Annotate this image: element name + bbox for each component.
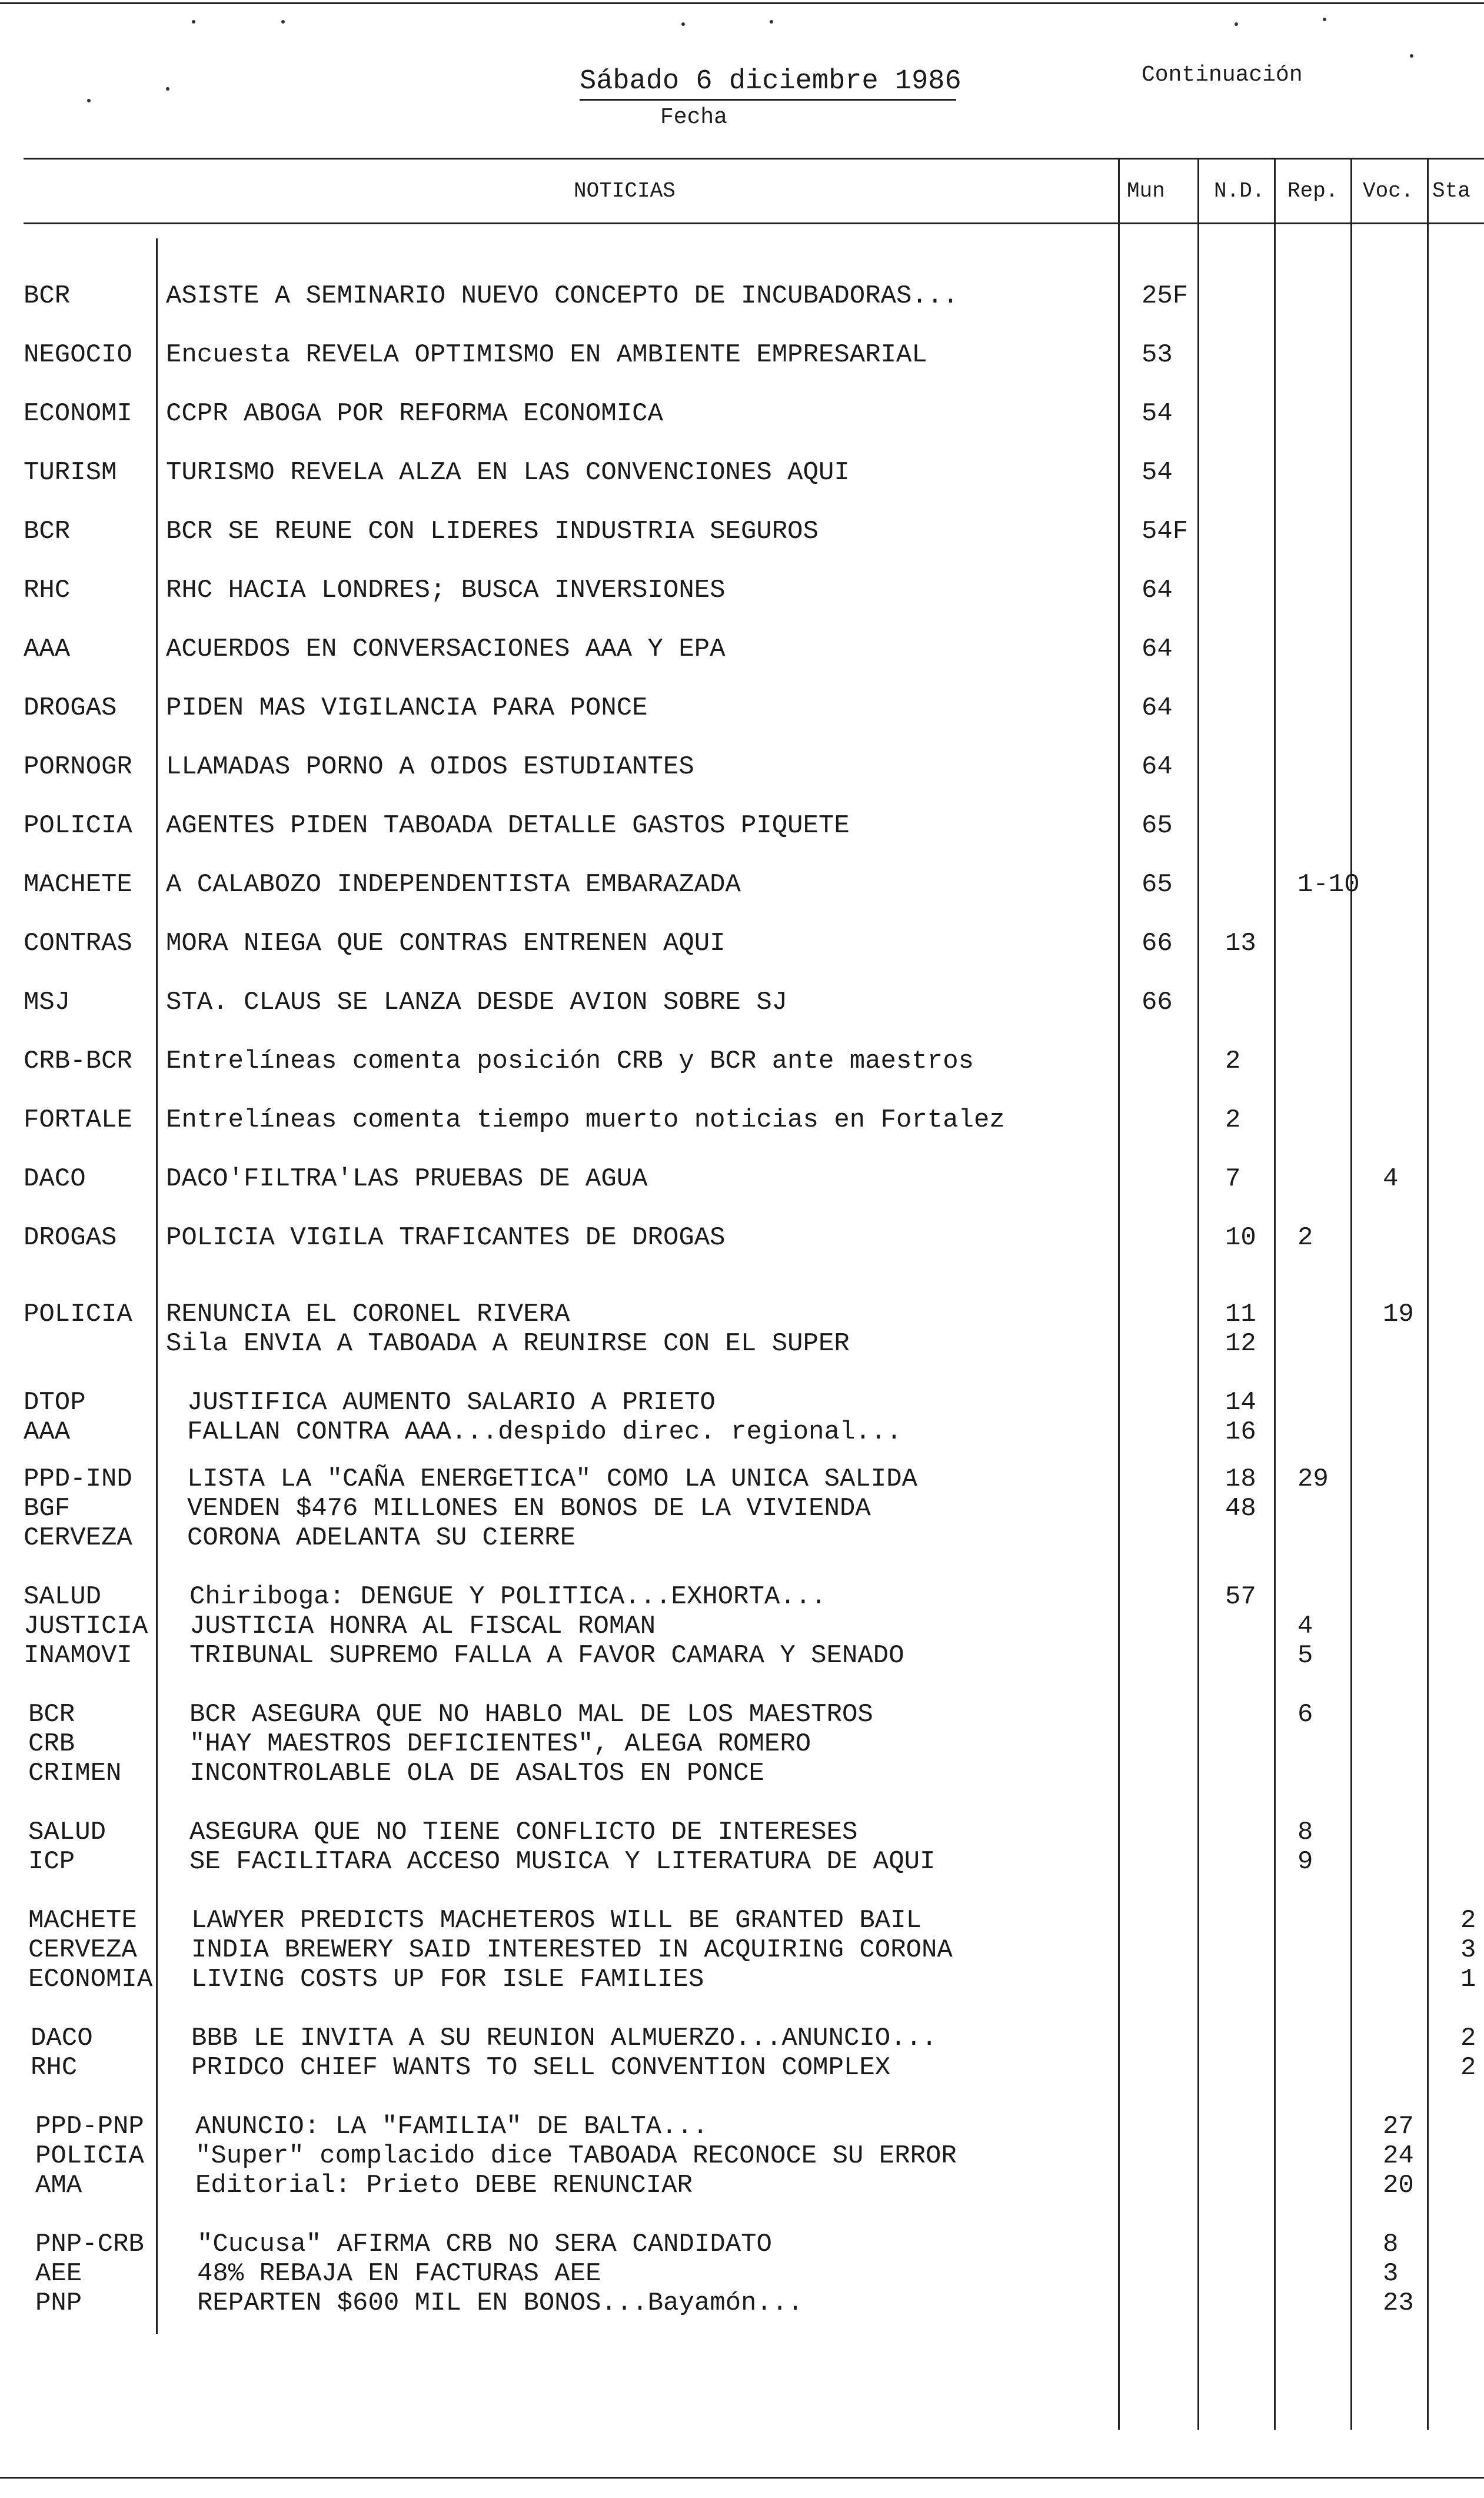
row-sta-value: 1: [1460, 1965, 1476, 1994]
row-sta-value: 2: [1460, 2024, 1476, 2053]
row-headline: ASEGURA QUE NO TIENE CONFLICTO DE INTERESES: [189, 1818, 858, 1847]
col-header-mun: Mun: [1127, 179, 1165, 203]
row-category: POLICIA: [24, 1300, 132, 1329]
row-nd-value: 13: [1225, 929, 1256, 958]
row-mun-value: 65: [1142, 870, 1173, 899]
row-mun-value: 66: [1142, 988, 1173, 1017]
row-mun-value: 64: [1142, 693, 1173, 723]
row-category: CRIMEN: [28, 1759, 122, 1788]
row-headline: Entrelíneas comenta tiempo muerto noticias en Fortalez: [166, 1105, 1005, 1135]
row-nd-value: 16: [1225, 1417, 1256, 1447]
sta-divider: [1427, 158, 1429, 2430]
col-header-voc: Voc.: [1363, 179, 1414, 203]
row-headline: JUSTIFICA AUMENTO SALARIO A PRIETO: [187, 1388, 716, 1417]
row-category: SALUD: [28, 1818, 107, 1847]
row-headline: STA. CLAUS SE LANZA DESDE AVION SOBRE SJ: [166, 988, 788, 1017]
speck: [770, 20, 773, 24]
row-mun-value: 64: [1142, 752, 1173, 782]
row-voc-value: 3: [1383, 2259, 1399, 2288]
row-headline: "Super" complacido dice TABOADA RECONOCE SU ERROR: [195, 2141, 957, 2171]
row-headline: INDIA BREWERY SAID INTERESTED IN ACQUIRING CORONA: [191, 1935, 953, 1965]
row-headline: Encuesta REVELA OPTIMISMO EN AMBIENTE EMPRESARIAL: [166, 340, 927, 370]
row-category: CERVEZA: [28, 1935, 137, 1965]
row-headline: BCR ASEGURA QUE NO HABLO MAL DE LOS MAESTROS: [189, 1700, 873, 1729]
row-headline: DACO'FILTRA'LAS PRUEBAS DE AGUA: [166, 1164, 648, 1194]
row-category: DTOP: [24, 1388, 86, 1417]
row-category: BCR: [28, 1700, 75, 1729]
speck: [1410, 54, 1413, 58]
row-headline: BCR SE REUNE CON LIDERES INDUSTRIA SEGUROS: [166, 517, 818, 546]
row-nd-value: 48: [1225, 1494, 1256, 1523]
row-category: BCR: [24, 517, 71, 546]
row-rep-value: 29: [1297, 1464, 1329, 1494]
row-headline: "Cucusa" AFIRMA CRB NO SERA CANDIDATO: [197, 2230, 772, 2259]
row-mun-value: 64: [1142, 576, 1173, 605]
row-category: AMA: [35, 2171, 82, 2200]
row-category: PNP-CRB: [35, 2230, 144, 2259]
row-voc-value: 19: [1383, 1300, 1414, 1329]
row-category: POLICIA: [35, 2141, 144, 2171]
row-category: DACO: [31, 2024, 93, 2053]
row-category: MSJ: [24, 988, 71, 1017]
row-rep-value: 8: [1297, 1818, 1313, 1847]
speck: [166, 87, 169, 91]
row-rep-value: 1-10: [1297, 870, 1360, 899]
row-category: PPD-IND: [24, 1464, 132, 1494]
row-headline: ANUNCIO: LA "FAMILIA" DE BALTA...: [195, 2112, 708, 2141]
row-nd-value: 2: [1225, 1105, 1241, 1135]
row-category: DROGAS: [24, 1223, 117, 1253]
row-category: CONTRAS: [24, 929, 132, 958]
category-divider: [156, 238, 158, 2334]
row-headline: Entrelíneas comenta posición CRB y BCR ante maestros: [166, 1047, 974, 1076]
row-category: AAA: [24, 1417, 71, 1447]
row-rep-value: 6: [1297, 1700, 1313, 1729]
row-voc-value: 20: [1383, 2171, 1414, 2200]
row-category: MACHETE: [28, 1906, 137, 1935]
row-nd-value: 10: [1225, 1223, 1256, 1253]
row-headline: Editorial: Prieto DEBE RENUNCIAR: [195, 2171, 693, 2200]
row-mun-value: 53: [1142, 340, 1173, 370]
row-headline: Sila ENVIA A TABOADA A REUNIRSE CON EL SUPER: [166, 1329, 850, 1358]
row-headline: FALLAN CONTRA AAA...despido direc. regional...: [187, 1417, 902, 1447]
row-headline: LLAMADAS PORNO A OIDOS ESTUDIANTES: [166, 752, 694, 782]
mun-divider: [1118, 158, 1120, 2430]
top-border: [0, 2, 1484, 4]
row-sta-value: 2: [1460, 1906, 1476, 1935]
date-underline: [580, 99, 956, 101]
row-mun-value: 54: [1142, 458, 1173, 487]
table-top-line: [24, 158, 1484, 160]
voc-divider: [1350, 158, 1352, 2430]
row-category: CERVEZA: [24, 1523, 132, 1553]
speck: [281, 20, 285, 24]
row-mun-value: 25F: [1142, 281, 1189, 311]
speck: [87, 99, 91, 102]
col-header-rep: Rep.: [1287, 179, 1339, 203]
row-category: MACHETE: [24, 870, 132, 899]
row-category: PNP: [35, 2288, 82, 2318]
nd-divider: [1197, 158, 1199, 2430]
table-header-line: [24, 222, 1484, 224]
row-category: BGF: [24, 1494, 71, 1523]
row-category: INAMOVI: [24, 1641, 132, 1670]
row-nd-value: 57: [1225, 1582, 1256, 1612]
row-category: JUSTICIA: [24, 1612, 148, 1641]
row-category: NEGOCIO: [24, 340, 132, 370]
row-category: RHC: [24, 576, 71, 605]
row-headline: LIVING COSTS UP FOR ISLE FAMILIES: [191, 1965, 704, 1994]
row-category: BCR: [24, 281, 71, 311]
row-headline: LAWYER PREDICTS MACHETEROS WILL BE GRANTED BAIL: [191, 1906, 922, 1935]
row-headline: Chiriboga: DENGUE Y POLITICA...EXHORTA...: [189, 1582, 827, 1612]
fecha-label: Fecha: [660, 105, 728, 130]
row-category: PPD-PNP: [35, 2112, 144, 2141]
row-mun-value: 54: [1142, 399, 1173, 428]
row-voc-value: 24: [1383, 2141, 1414, 2171]
row-headline: PIDEN MAS VIGILANCIA PARA PONCE: [166, 693, 648, 723]
row-sta-value: 2: [1460, 2053, 1476, 2082]
row-mun-value: 54F: [1142, 517, 1189, 546]
row-voc-value: 23: [1383, 2288, 1414, 2318]
row-category: DROGAS: [24, 693, 117, 723]
row-category: PORNOGR: [24, 752, 132, 782]
row-rep-value: 5: [1297, 1641, 1313, 1670]
row-sta-value: 3: [1460, 1935, 1476, 1965]
row-headline: TURISMO REVELA ALZA EN LAS CONVENCIONES AQUI: [166, 458, 850, 487]
speck: [1323, 18, 1326, 21]
row-nd-value: 2: [1225, 1047, 1241, 1076]
row-headline: POLICIA VIGILA TRAFICANTES DE DROGAS: [166, 1223, 726, 1253]
row-nd-value: 12: [1225, 1329, 1256, 1358]
row-category: SALUD: [24, 1582, 102, 1612]
row-category: ICP: [28, 1847, 75, 1876]
row-headline: VENDEN $476 MILLONES EN BONOS DE LA VIVIENDA: [187, 1494, 871, 1523]
row-headline: INCONTROLABLE OLA DE ASALTOS EN PONCE: [189, 1759, 764, 1788]
row-headline: CCPR ABOGA POR REFORMA ECONOMICA: [166, 399, 663, 428]
row-headline: PRIDCO CHIEF WANTS TO SELL CONVENTION COMPLEX: [191, 2053, 891, 2082]
row-nd-value: 14: [1225, 1388, 1256, 1417]
row-headline: AGENTES PIDEN TABOADA DETALLE GASTOS PIQUETE: [166, 811, 850, 841]
row-category: CRB-BCR: [24, 1047, 132, 1076]
row-category: AAA: [24, 635, 71, 664]
speck: [1235, 22, 1238, 26]
speck: [192, 20, 195, 24]
speck: [681, 22, 685, 26]
row-headline: LISTA LA "CAÑA ENERGETICA" COMO LA UNICA SALIDA: [187, 1464, 918, 1494]
row-category: RHC: [31, 2053, 78, 2082]
row-voc-value: 4: [1383, 1164, 1399, 1194]
row-category: DACO: [24, 1164, 86, 1194]
row-mun-value: 66: [1142, 929, 1173, 958]
row-voc-value: 8: [1383, 2230, 1399, 2259]
row-headline: RENUNCIA EL CORONEL RIVERA: [166, 1300, 570, 1329]
row-category: ECONOMI: [24, 399, 132, 428]
row-mun-value: 65: [1142, 811, 1173, 841]
row-headline: RHC HACIA LONDRES; BUSCA INVERSIONES: [166, 576, 726, 605]
row-headline: CORONA ADELANTA SU CIERRE: [187, 1523, 576, 1553]
row-category: AEE: [35, 2259, 82, 2288]
row-nd-value: 11: [1225, 1300, 1256, 1329]
row-headline: SE FACILITARA ACCESO MUSICA Y LITERATURA DE AQUI: [189, 1847, 936, 1876]
bottom-border: [0, 2477, 1484, 2479]
row-category: POLICIA: [24, 811, 132, 841]
row-nd-value: 18: [1225, 1464, 1256, 1494]
row-headline: BBB LE INVITA A SU REUNION ALMUERZO...ANUNCIO...: [191, 2024, 937, 2053]
continuation-label: Continuación: [1142, 62, 1303, 88]
row-rep-value: 9: [1297, 1847, 1313, 1876]
row-headline: JUSTICIA HONRA AL FISCAL ROMAN: [189, 1612, 656, 1641]
row-headline: 48% REBAJA EN FACTURAS AEE: [197, 2259, 601, 2288]
col-header-sta: Sta: [1432, 179, 1470, 203]
row-category: FORTALE: [24, 1105, 132, 1135]
row-nd-value: 7: [1225, 1164, 1241, 1194]
row-mun-value: 64: [1142, 635, 1173, 664]
row-category: TURISM: [24, 458, 117, 487]
row-headline: A CALABOZO INDEPENDENTISTA EMBARAZADA: [166, 870, 741, 899]
row-headline: ASISTE A SEMINARIO NUEVO CONCEPTO DE INCUBADORAS...: [166, 281, 959, 311]
rep-divider: [1274, 158, 1276, 2430]
row-voc-value: 27: [1383, 2112, 1414, 2141]
row-rep-value: 4: [1297, 1612, 1313, 1641]
row-category: ECONOMIA: [28, 1965, 153, 1994]
row-headline: MORA NIEGA QUE CONTRAS ENTRENEN AQUI: [166, 929, 726, 958]
col-header-nd: N.D.: [1214, 179, 1265, 203]
row-headline: REPARTEN $600 MIL EN BONOS...Bayamón...: [197, 2288, 803, 2318]
row-headline: TRIBUNAL SUPREMO FALLA A FAVOR CAMARA Y SENADO: [189, 1641, 904, 1670]
row-headline: "HAY MAESTROS DEFICIENTES", ALEGA ROMERO: [189, 1729, 811, 1759]
row-rep-value: 2: [1297, 1223, 1313, 1253]
date-text: Sábado 6 diciembre 1986: [580, 66, 961, 97]
row-category: CRB: [28, 1729, 75, 1759]
col-header-noticias: NOTICIAS: [574, 179, 676, 203]
row-headline: ACUERDOS EN CONVERSACIONES AAA Y EPA: [166, 635, 726, 664]
